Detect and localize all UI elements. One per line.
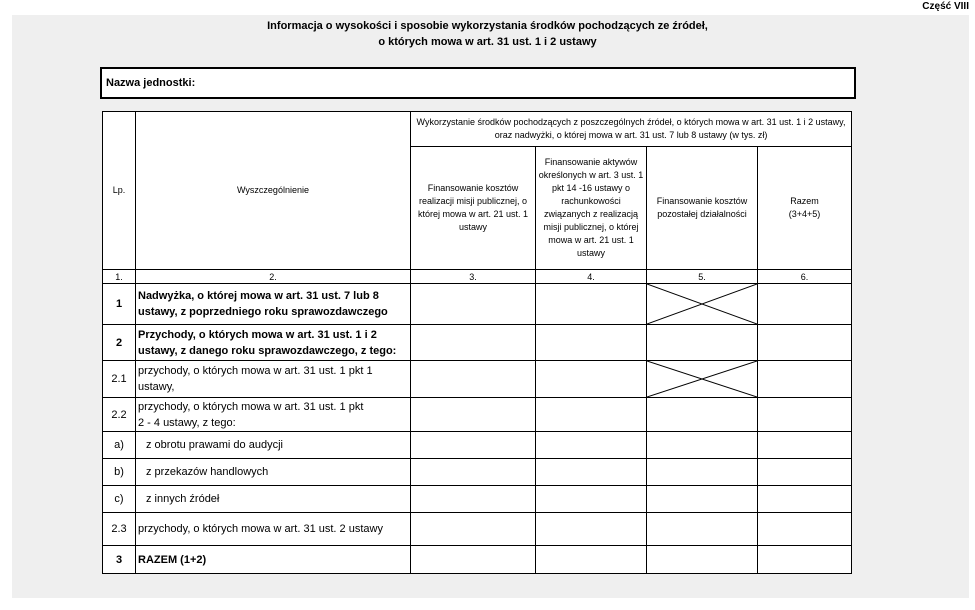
row-description: przychody, o których mowa w art. 31 ust. 2 ustawy [136,513,411,546]
col-number: 5. [647,270,758,284]
value-cell[interactable] [411,513,536,546]
value-cell[interactable] [536,325,647,361]
col-number: 3. [411,270,536,284]
value-cell[interactable] [758,398,852,432]
header-col-5: Finansowanie kosztów pozostałej działalności [647,147,758,270]
table-row [103,361,852,398]
value-cell[interactable] [411,459,536,486]
value-cell[interactable] [758,546,852,574]
crossed-out-cell [647,284,758,325]
row-lp: 1 [103,284,136,325]
title-line-1: Informacja o wysokości i sposobie wykorzystania środków pochodzących ze źródeł, [267,20,708,32]
value-cell[interactable] [536,486,647,513]
unit-name-label: Nazwa jednostki: [106,77,196,89]
title-line-2: o których mowa w art. 31 ust. 1 i 2 ustawy [378,36,597,48]
header-description: Wyszczególnienie [136,112,411,270]
row-lp: b) [103,459,136,486]
header-col-4: Finansowanie aktywów określonych w art. 3 ust. 1 pkt 14 -16 ustawy o rachunkowości związanych z realizacją misji publicznej, o której mowa w art. 21 ust. 1 ustawy [536,147,647,270]
value-cell[interactable] [758,284,852,325]
row-description: Przychody, o których mowa w art. 31 ust. 1 i 2 ustawy, z danego roku sprawozdawczego, z tego: [136,325,411,361]
value-cell[interactable] [758,513,852,546]
col-number: 4. [536,270,647,284]
table-row [103,398,852,432]
table-row [103,513,852,546]
row-description: Nadwyżka, o której mowa w art. 31 ust. 7 lub 8 ustawy, z poprzedniego roku sprawozdawczego [136,284,411,325]
row-lp: a) [103,432,136,459]
col-number: 1. [103,270,136,284]
row-lp: 2 [103,325,136,361]
value-cell[interactable] [758,432,852,459]
table-row [103,486,852,513]
table-row [103,546,852,574]
part-label: Część VIII [922,1,969,12]
value-cell[interactable] [647,398,758,432]
row-description: z innych źródeł [136,486,411,513]
row-description: przychody, o których mowa w art. 31 ust. 1 pkt 1 ustawy, [136,361,411,398]
cross-mark-icon [647,284,757,324]
value-cell[interactable] [758,361,852,398]
value-cell[interactable] [758,459,852,486]
table-row [103,432,852,459]
value-cell[interactable] [758,325,852,361]
value-cell[interactable] [758,486,852,513]
value-cell[interactable] [536,361,647,398]
row-description: z przekazów handlowych [136,459,411,486]
value-cell[interactable] [411,432,536,459]
cross-mark-icon [647,361,757,397]
header-col-6-line-2: (3+4+5) [788,209,821,219]
unit-name-field[interactable] [100,67,856,99]
value-cell[interactable] [647,546,758,574]
col-number: 2. [136,270,411,284]
row-description-line-2: 2 - 4 ustawy, z tego: [138,416,236,429]
funding-table [102,111,852,574]
header-group: Wykorzystanie środków pochodzących z poszczególnych źródeł, o których mowa w art. 31 ust. 1 i 2 ustawy, oraz nadwyżki, o której mowa w art. 31 ust. 7 lub 8 ustawy (w tys. zł) [411,112,852,147]
header-lp: Lp. [103,112,136,270]
value-cell[interactable] [536,398,647,432]
value-cell[interactable] [647,432,758,459]
value-cell[interactable] [536,432,647,459]
table-row [103,284,852,325]
header-col-3: Finansowanie kosztów realizacji misji publicznej, o której mowa w art. 21 ust. 1 ustawy [411,147,536,270]
row-lp: c) [103,486,136,513]
value-cell[interactable] [647,513,758,546]
row-lp: 2.1 [103,361,136,398]
row-description [136,398,411,432]
row-lp: 2.2 [103,398,136,432]
value-cell[interactable] [536,459,647,486]
value-cell[interactable] [411,398,536,432]
header-col-6-line-1: Razem [790,196,819,206]
value-cell[interactable] [647,459,758,486]
value-cell[interactable] [647,486,758,513]
value-cell[interactable] [411,325,536,361]
crossed-out-cell [647,361,758,398]
value-cell[interactable] [411,284,536,325]
value-cell[interactable] [536,546,647,574]
value-cell[interactable] [536,284,647,325]
row-description-line-1: przychody, o których mowa w art. 31 ust. 1 pkt [138,400,364,413]
value-cell[interactable] [411,486,536,513]
value-cell[interactable] [411,546,536,574]
row-lp: 3 [103,546,136,574]
row-description: z obrotu prawami do audycji [136,432,411,459]
table-row [103,459,852,486]
row-description: RAZEM (1+2) [136,546,411,574]
value-cell[interactable] [647,325,758,361]
form-title [0,18,975,50]
value-cell[interactable] [536,513,647,546]
row-lp: 2.3 [103,513,136,546]
table-row [103,325,852,361]
value-cell[interactable] [411,361,536,398]
col-number: 6. [758,270,852,284]
header-col-6 [758,147,852,270]
